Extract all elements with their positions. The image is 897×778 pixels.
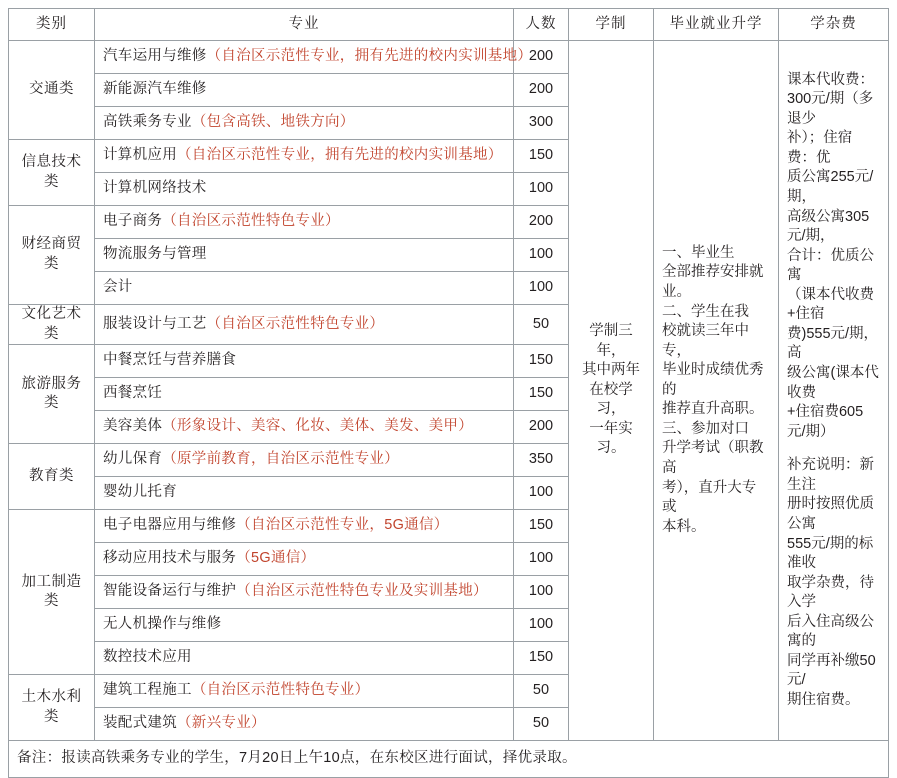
major-note: （新兴专业） [177, 715, 266, 732]
employment-line: 考），直升大专或 [662, 479, 757, 516]
fees-line: 300元/期（多退少 [787, 91, 874, 127]
count-cell: 200 [514, 411, 569, 444]
major-note: （自治区示范性专业，5G通信） [236, 517, 449, 534]
major-cell [95, 444, 514, 477]
count-cell: 50 [514, 305, 569, 345]
major-cell [95, 543, 514, 576]
major-cell [95, 74, 514, 107]
count-cell: 200 [514, 41, 569, 74]
fees-line: 补充说明：新生注 [787, 457, 874, 493]
major-name: 装配式建筑 [103, 715, 177, 732]
note-row [9, 741, 889, 778]
fees-cell [779, 41, 889, 741]
fees-line: 课本代收费： [787, 71, 874, 88]
major-note: （形象设计、美容、化妆、美体、美发、美甲） [162, 418, 474, 435]
employment-line: 毕业时成绩优秀的 [662, 362, 764, 398]
major-name: 新能源汽车维修 [103, 81, 207, 98]
employment-line: 三、参加对口 [662, 420, 749, 437]
employment-line: 升学考试（职教高 [662, 440, 764, 477]
fees-line: 高级公寓305元/期， [787, 208, 870, 245]
header-major: 专业 [95, 9, 514, 41]
header-employment: 毕业就业升学 [654, 9, 779, 41]
major-cell [95, 305, 514, 345]
category-cell: 文化艺术类 [9, 305, 95, 345]
category-cell: 交通类 [9, 41, 95, 140]
major-name: 计算机应用 [103, 147, 177, 164]
major-name: 幼儿保育 [103, 451, 163, 468]
category-cell: 旅游服务类 [9, 345, 95, 444]
count-cell: 150 [514, 378, 569, 411]
fees-block-main [787, 71, 880, 443]
count-cell: 50 [514, 675, 569, 708]
count-cell: 100 [514, 576, 569, 609]
employment-line: 一、毕业生 [662, 244, 735, 261]
major-cell [95, 510, 514, 543]
major-note: （5G通信） [236, 550, 316, 567]
major-cell [95, 41, 533, 74]
major-name: 服装设计与工艺 [103, 315, 207, 332]
count-cell: 150 [514, 510, 569, 543]
count-cell: 100 [514, 609, 569, 642]
system-line: 学制三年， [589, 323, 633, 359]
count-cell: 100 [514, 173, 569, 206]
count-cell: 200 [514, 74, 569, 107]
note-cell: 备注：报读高铁乘务专业的学生，7月20日上午10点，在东校区进行面试，择优录取。 [9, 741, 889, 778]
fees-line: +住宿费605元/期） [787, 404, 864, 440]
major-name: 数控技术应用 [103, 649, 192, 666]
count-cell: 100 [514, 272, 569, 305]
major-name: 无人机操作与维修 [103, 616, 222, 633]
category-cell: 信息技术类 [9, 140, 95, 206]
major-cell [95, 239, 514, 272]
major-cell [95, 107, 514, 140]
system-line: 在校学习， [589, 381, 633, 418]
fees-line: 取学杂费，待入学 [787, 574, 874, 611]
major-name: 汽车运用与维修 [103, 48, 207, 65]
fees-line: 补）；住宿费：优 [787, 130, 853, 166]
category-cell: 土木水利类 [9, 675, 95, 741]
count-cell: 300 [514, 107, 569, 140]
count-cell: 100 [514, 477, 569, 510]
major-note: （自治区示范性专业，拥有先进的校内实训基地） [177, 147, 503, 164]
table-header-row [9, 9, 889, 41]
major-note: （自治区示范性特色专业） [206, 315, 385, 332]
major-note: （包含高铁、地铁方向） [191, 114, 355, 131]
fees-line: 费)555元/期，高 [787, 325, 879, 362]
system-line: 其中两年 [582, 362, 640, 379]
major-cell [95, 609, 514, 642]
major-cell [95, 642, 514, 675]
major-note: （原学前教育，自治区示范性专业） [162, 451, 400, 468]
major-name: 电子电器应用与维修 [103, 517, 237, 534]
header-fees: 学杂费 [779, 9, 889, 41]
major-name: 物流服务与管理 [103, 246, 207, 263]
major-cell [95, 411, 514, 444]
major-name: 建筑工程施工 [103, 682, 192, 699]
fees-line: 期住宿费。 [787, 692, 860, 708]
count-cell: 200 [514, 206, 569, 239]
header-system: 学制 [569, 9, 654, 41]
major-cell [95, 675, 514, 708]
count-cell: 100 [514, 239, 569, 272]
major-name: 计算机网络技术 [103, 180, 207, 197]
fees-line: 合计：优质公寓 [787, 247, 874, 284]
fees-spacer [787, 442, 880, 456]
system-line: 一年实习。 [589, 420, 633, 457]
count-cell: 100 [514, 543, 569, 576]
major-name: 美容美体 [103, 418, 163, 435]
fees-line: 级公寓(课本代收费 [787, 365, 879, 401]
major-cell [95, 272, 514, 305]
employment-line: 推荐直升高职。 [662, 401, 764, 418]
count-cell: 150 [514, 345, 569, 378]
table-row [9, 41, 889, 74]
major-cell [95, 345, 514, 378]
category-cell: 教育类 [9, 444, 95, 510]
major-cell [95, 576, 514, 609]
employment-line: 二、学生在我 [662, 303, 749, 320]
major-name: 婴幼儿托育 [103, 484, 177, 501]
major-cell [95, 206, 514, 239]
count-cell: 150 [514, 642, 569, 675]
major-cell [95, 173, 514, 206]
major-cell [95, 378, 514, 411]
employment-line: 全部推荐安排就业。 [662, 264, 764, 300]
major-cell [95, 140, 514, 173]
fees-line: 555元/期的标准收 [787, 535, 874, 572]
count-cell: 350 [514, 444, 569, 477]
major-name: 西餐烹饪 [103, 385, 163, 402]
fees-line: 同学再补缴50元/ [787, 652, 876, 689]
major-note: （自治区示范性特色专业及实训基地） [236, 583, 488, 600]
major-name: 智能设备运行与维护 [103, 583, 237, 600]
employment-cell [654, 41, 779, 741]
enrollment-table [8, 8, 889, 778]
major-name: 会计 [103, 279, 133, 296]
major-name: 移动应用技术与服务 [103, 550, 237, 567]
major-note: （自治区示范性专业，拥有先进的校内实训基地） [206, 48, 533, 65]
count-cell: 50 [514, 708, 569, 741]
fees-block-supplement [787, 456, 880, 710]
fees-line: 质公寓255元/期， [787, 169, 874, 205]
major-name: 中餐烹饪与营养膳食 [103, 352, 237, 369]
fees-line: 册时按照优质公寓 [787, 496, 874, 532]
fees-line: （课本代收费+住宿 [787, 286, 874, 323]
major-cell [95, 477, 514, 510]
header-category: 类别 [9, 9, 95, 41]
major-name: 电子商务 [103, 213, 163, 230]
major-cell [95, 708, 514, 741]
employment-line: 校就读三年中专， [662, 323, 749, 359]
header-count: 人数 [514, 9, 569, 41]
fees-line: 后入住高级公寓的 [787, 613, 874, 650]
category-cell: 加工制造类 [9, 510, 95, 675]
major-name: 高铁乘务专业 [103, 114, 192, 131]
system-cell [569, 41, 654, 741]
count-cell: 150 [514, 140, 569, 173]
major-note: （自治区示范性特色专业） [162, 213, 340, 230]
category-cell: 财经商贸类 [9, 206, 95, 305]
table-body [9, 9, 889, 778]
employment-line: 本科。 [662, 518, 706, 535]
major-note: （自治区示范性特色专业） [191, 682, 370, 699]
